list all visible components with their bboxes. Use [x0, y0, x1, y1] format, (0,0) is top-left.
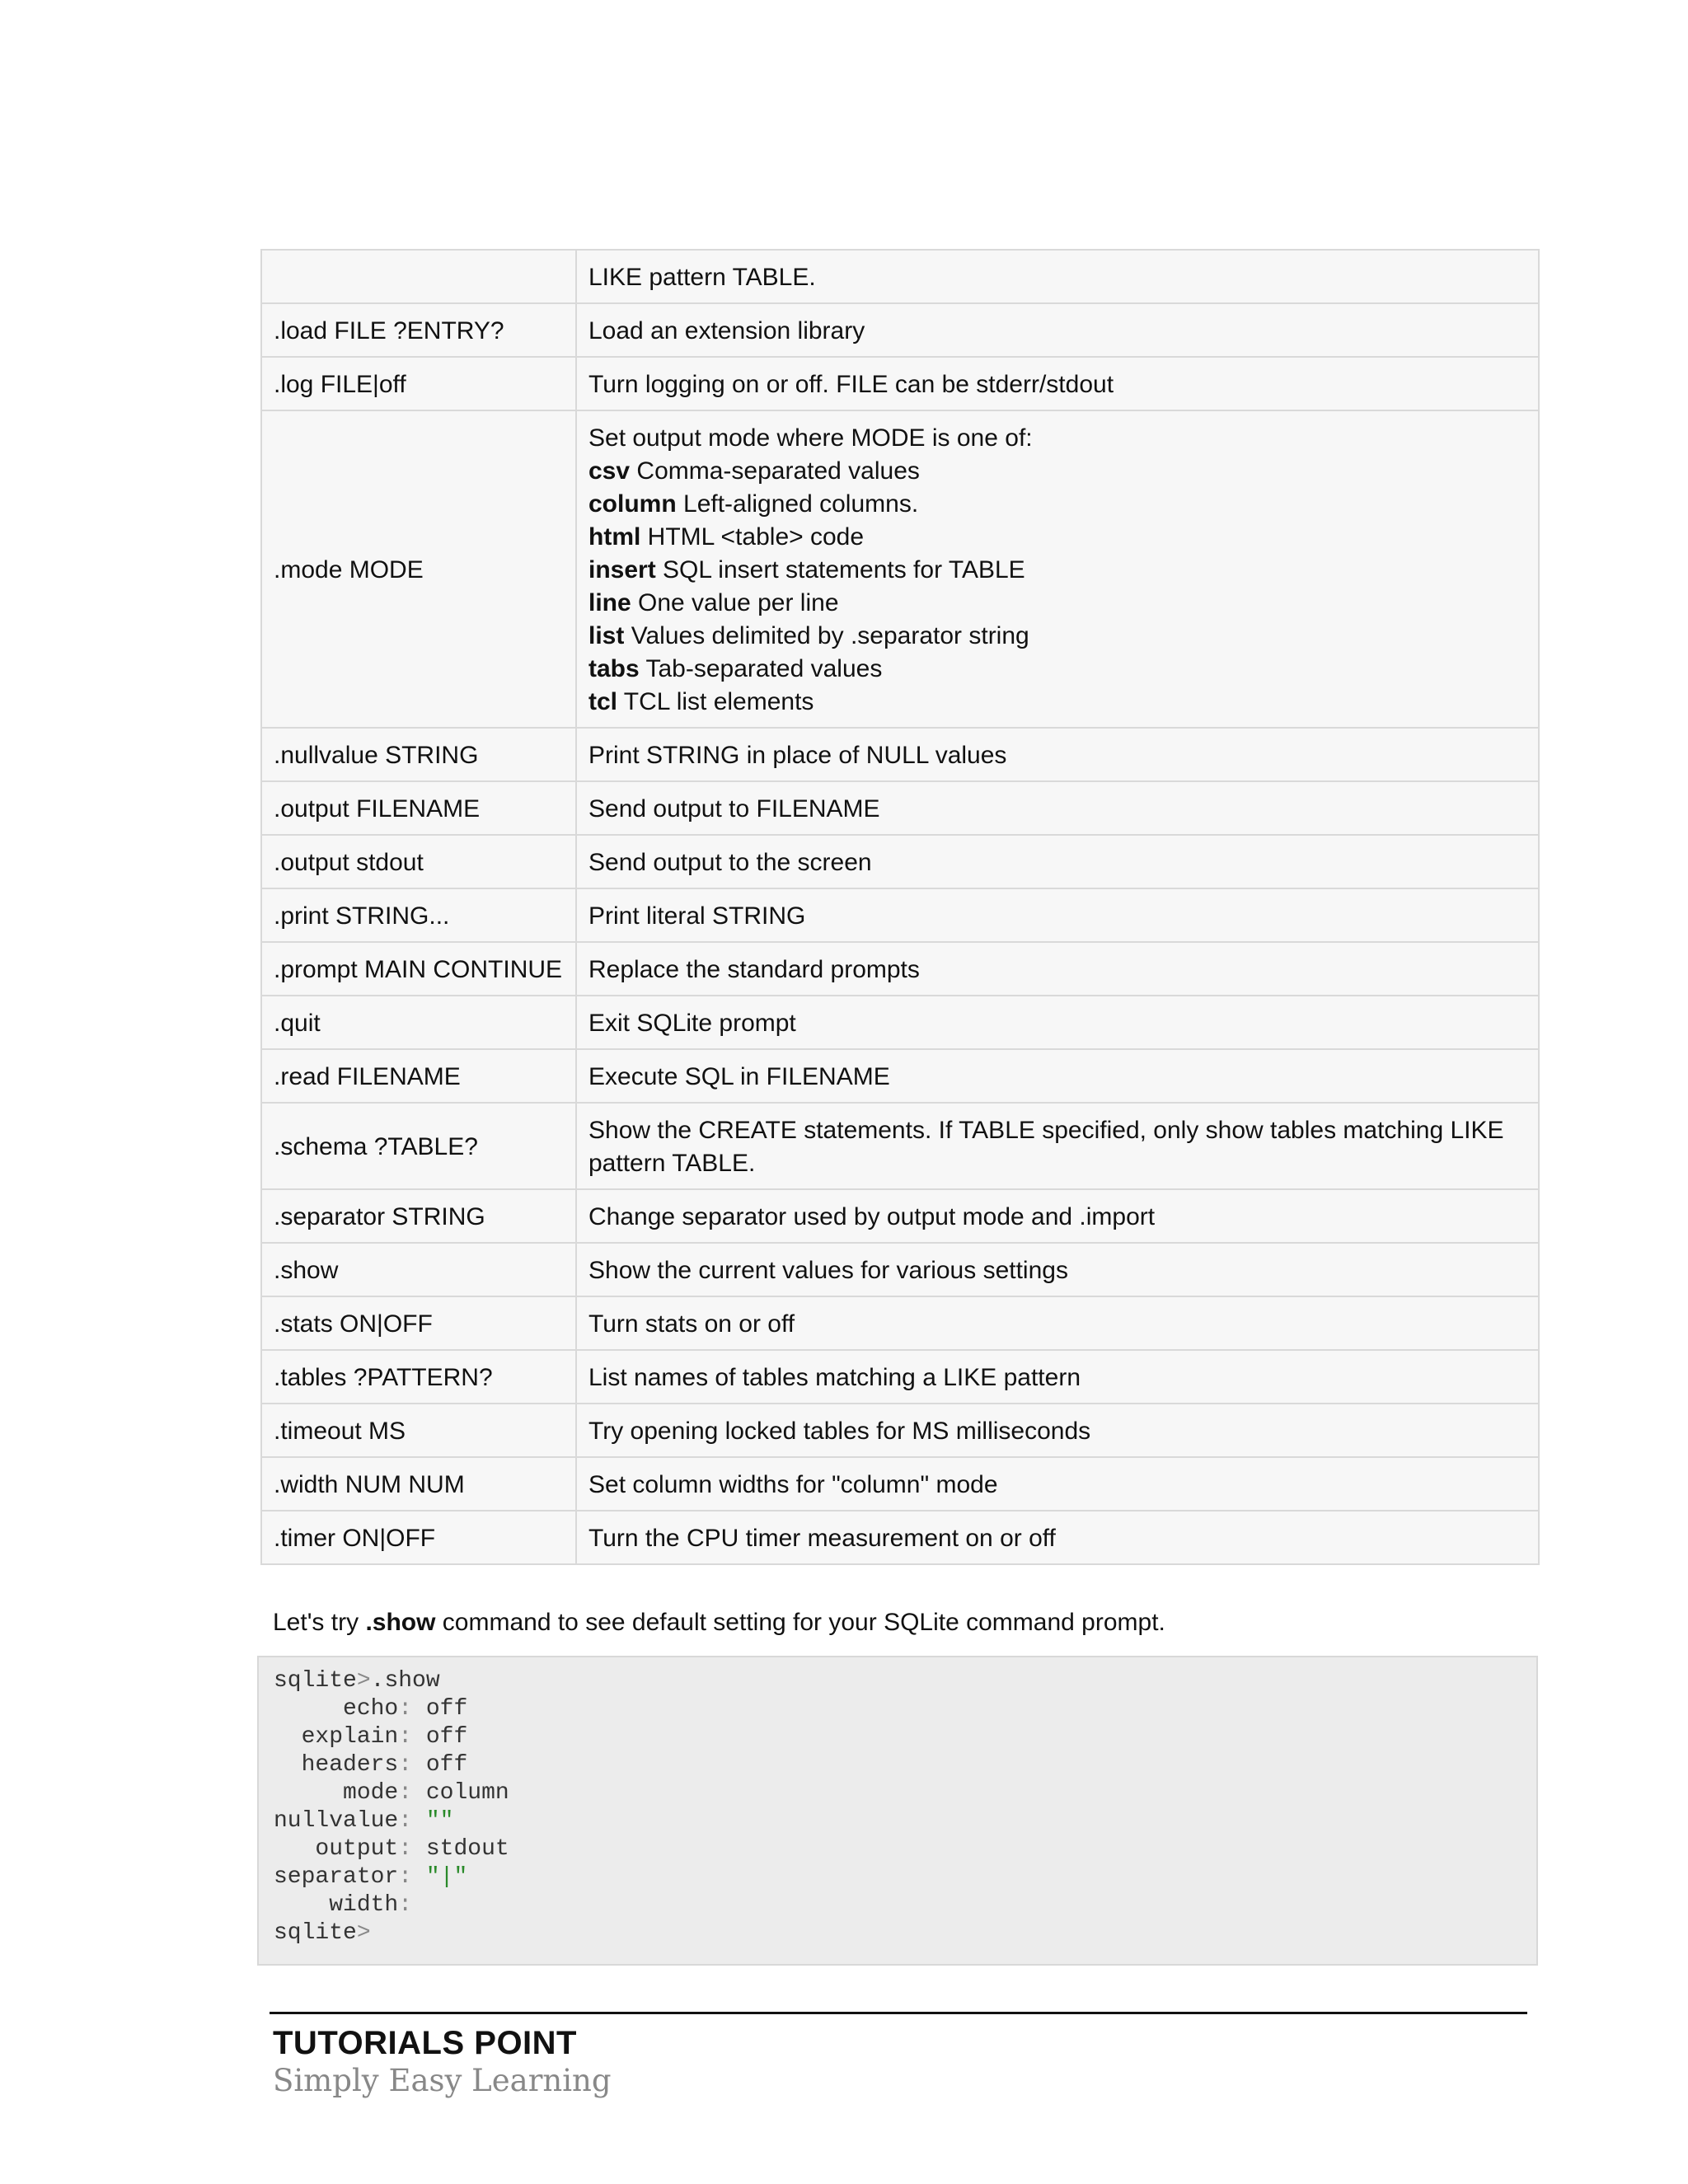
command-cell: .stats ON|OFF: [261, 1296, 576, 1350]
mode-name: insert: [588, 556, 656, 583]
code-colon: :: [398, 1836, 413, 1862]
command-cell: .show: [261, 1243, 576, 1296]
command-cell: .mode MODE: [261, 410, 576, 728]
mode-text: Values delimited by .separator string: [624, 622, 1029, 649]
table-row: [261, 1350, 1539, 1404]
table-row: [261, 357, 1539, 410]
table-row: [261, 250, 1539, 303]
table-row: [261, 996, 1539, 1049]
mode-text: HTML <table> code: [640, 523, 865, 551]
command-cell: .read FILENAME: [261, 1049, 576, 1103]
code-colon: :: [398, 1724, 413, 1750]
code-colon: :: [398, 1808, 413, 1834]
code-command: .show: [370, 1668, 440, 1694]
command-table: [260, 249, 1540, 1565]
mode-name: line: [588, 589, 631, 616]
code-prompt-symbol: >: [356, 1920, 371, 1946]
footer-tagline: Simply Easy Learning: [273, 2063, 612, 2098]
description-cell: Change separator used by output mode and .import: [576, 1189, 1539, 1243]
command-cell: .print STRING...: [261, 888, 576, 942]
description-cell: Print STRING in place of NULL values: [576, 728, 1539, 781]
mode-name: tabs: [588, 655, 640, 682]
footer-divider: [270, 2012, 1527, 2014]
code-colon: :: [398, 1780, 413, 1806]
command-cell: .width NUM NUM: [261, 1457, 576, 1511]
table-row: [261, 888, 1539, 942]
table-row: [261, 835, 1539, 888]
code-key: mode: [274, 1780, 399, 1806]
description-cell: Turn the CPU timer measurement on or off: [576, 1511, 1539, 1564]
description-cell: Send output to the screen: [576, 835, 1539, 888]
mode-option: [588, 620, 1526, 653]
mode-name: list: [588, 622, 625, 649]
table-row: [261, 1243, 1539, 1296]
description-cell: Execute SQL in FILENAME: [576, 1049, 1539, 1103]
intro-command: .show: [365, 1609, 436, 1636]
table-row: [261, 1189, 1539, 1243]
mode-text: TCL list elements: [617, 688, 814, 715]
table-row: [261, 1457, 1539, 1511]
mode-text: Comma-separated values: [630, 457, 920, 485]
mode-text: Tab-separated values: [639, 655, 883, 682]
intro-before: Let's try: [273, 1609, 366, 1636]
code-key: echo: [274, 1696, 399, 1722]
intro-paragraph: [273, 1606, 1165, 1639]
description-cell: Send output to FILENAME: [576, 781, 1539, 835]
command-cell: .quit: [261, 996, 576, 1049]
table-row: [261, 303, 1539, 357]
mode-option: [588, 653, 1526, 686]
code-colon: :: [398, 1892, 413, 1918]
code-value: column: [425, 1780, 509, 1806]
code-colon: :: [398, 1752, 413, 1778]
code-value: stdout: [425, 1836, 509, 1862]
mode-option: [588, 488, 1526, 521]
command-cell: .log FILE|off: [261, 357, 576, 410]
description-cell: Turn logging on or off. FILE can be stderr/stdout: [576, 357, 1539, 410]
footer-brand: TUTORIALS POINT: [273, 2025, 577, 2061]
description-cell: List names of tables matching a LIKE pattern: [576, 1350, 1539, 1404]
command-cell: .timer ON|OFF: [261, 1511, 576, 1564]
code-value: off: [425, 1752, 468, 1778]
mode-text: One value per line: [631, 589, 839, 616]
description-cell: LIKE pattern TABLE.: [576, 250, 1539, 303]
command-cell: .nullvalue STRING: [261, 728, 576, 781]
mode-name: tcl: [588, 688, 618, 715]
command-cell: [261, 250, 576, 303]
code-value: off: [425, 1724, 468, 1750]
mode-option: [588, 587, 1526, 620]
mode-option: [588, 455, 1526, 488]
command-cell: .timeout MS: [261, 1404, 576, 1457]
intro-after: command to see default setting for your SQLite command prompt.: [435, 1609, 1165, 1636]
code-value: "": [425, 1808, 454, 1834]
code-prompt: sqlite: [274, 1920, 357, 1946]
code-colon: :: [398, 1696, 413, 1722]
mode-text: Left-aligned columns.: [676, 490, 919, 518]
mode-option: [588, 686, 1526, 719]
command-cell: .output stdout: [261, 835, 576, 888]
description-cell: Replace the standard prompts: [576, 942, 1539, 996]
table-row: [261, 728, 1539, 781]
table-row: [261, 781, 1539, 835]
description-cell: [576, 410, 1539, 728]
table-row: [261, 942, 1539, 996]
command-cell: .output FILENAME: [261, 781, 576, 835]
mode-intro: Set output mode where MODE is one of:: [588, 424, 1033, 452]
code-prompt: sqlite: [274, 1668, 357, 1694]
code-colon: :: [398, 1864, 413, 1890]
command-cell: .prompt MAIN CONTINUE: [261, 942, 576, 996]
code-key: width: [274, 1892, 399, 1918]
mode-name: html: [588, 523, 641, 551]
description-cell: Print literal STRING: [576, 888, 1539, 942]
code-value: "|": [425, 1864, 468, 1890]
code-value: off: [425, 1696, 468, 1722]
mode-name: column: [588, 490, 677, 518]
mode-text: SQL insert statements for TABLE: [655, 556, 1025, 583]
command-cell: .tables ?PATTERN?: [261, 1350, 576, 1404]
description-cell: Turn stats on or off: [576, 1296, 1539, 1350]
mode-option: [588, 554, 1526, 587]
table-row: [261, 1296, 1539, 1350]
code-key: nullvalue: [274, 1808, 399, 1834]
command-cell: .separator STRING: [261, 1189, 576, 1243]
code-key: explain: [274, 1724, 399, 1750]
description-cell: Show the CREATE statements. If TABLE specified, only show tables matching LIKE pattern TABLE.: [576, 1103, 1539, 1189]
description-cell: Try opening locked tables for MS milliseconds: [576, 1404, 1539, 1457]
code-block: [257, 1656, 1538, 1966]
mode-name: csv: [588, 457, 631, 485]
code-prompt-symbol: >: [356, 1668, 371, 1694]
command-cell: .schema ?TABLE?: [261, 1103, 576, 1189]
description-cell: Load an extension library: [576, 303, 1539, 357]
mode-option: [588, 521, 1526, 554]
code-key: output: [274, 1836, 399, 1862]
table-row: [261, 1049, 1539, 1103]
table-row: [261, 410, 1539, 728]
description-cell: Set column widths for "column" mode: [576, 1457, 1539, 1511]
code-key: separator: [274, 1864, 399, 1890]
table-row: [261, 1511, 1539, 1564]
description-cell: Exit SQLite prompt: [576, 996, 1539, 1049]
code-key: headers: [274, 1752, 399, 1778]
table-row: [261, 1404, 1539, 1457]
description-cell: Show the current values for various settings: [576, 1243, 1539, 1296]
command-cell: .load FILE ?ENTRY?: [261, 303, 576, 357]
table-row: [261, 1103, 1539, 1189]
